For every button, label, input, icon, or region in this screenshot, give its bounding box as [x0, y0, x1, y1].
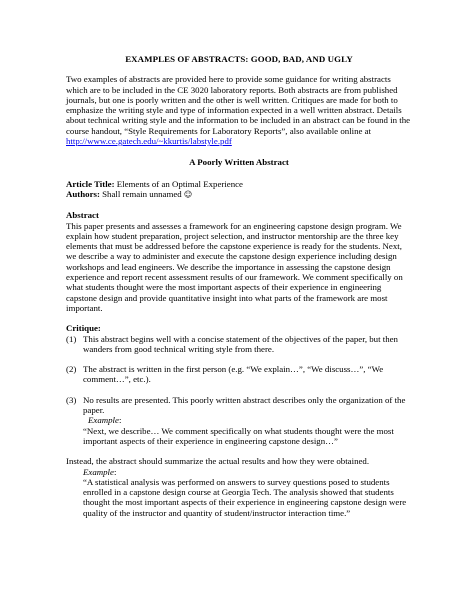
abstract-body: This paper presents and assesses a framework for an engineering capstone design program. We explain how student preparation, project selection, and instructor mentorship are the three key elements that must be addressed before the capstone experience is ready for the students. Next, we describe a way to administer and execute the capstone design experience including design workshops and lead engineers. We describe the importance in assessing the capstone design experience and report recent assessment results of our framework. We comment specifically on what students thought were the most important aspects of their experience in engineering capstone design and provide quantitative insight into what parts of the framework are most important. [66, 220, 403, 313]
critique-text: This abstract begins well with a concise statement of the objectives of the paper, but then wanders from good technical writing style from there. [83, 333, 398, 354]
critique-item [66, 395, 412, 446]
abstract-heading: Abstract [66, 210, 99, 221]
critique-item [66, 364, 412, 385]
critique-item [66, 334, 412, 355]
document-title: EXAMPLES OF ABSTRACTS: GOOD, BAD, AND UGLY [125, 54, 353, 64]
authors-value: Shall remain unnamed [99, 188, 184, 199]
intro-paragraph [66, 74, 412, 146]
labstyle-link[interactable]: http://www.ce.gatech.edu/~kkurtis/labstyle.pdf [66, 136, 232, 147]
instead-example-line: Example: [83, 466, 117, 477]
document-body [66, 54, 412, 518]
authors-line [66, 189, 412, 200]
example-label: Example [88, 415, 119, 426]
critique-heading: Critique: [66, 323, 101, 334]
critique-text: The abstract is written in the first person (e.g. “We explain…”, “We discuss…”, “We comment…”, etc.). [83, 364, 384, 385]
section-title: A Poorly Written Abstract [189, 157, 289, 168]
instead-paragraph: Instead, the abstract should summarize the actual results and how they were obtained. [66, 456, 370, 467]
critique-number: (3) [66, 394, 77, 405]
intro-text: Two examples of abstracts are provided here to provide some guidance for writing abstracts which are to be included in the CE 3020 laboratory reports. Both abstracts are from published journals, but one is poorly written and the other is well written. Critiques are made for both to emphasize the writing style and type of information expected in a well written abstract. Details about technical writing style and the information to be included in an abstract can be found in the course handout, “Style Requirements for Laboratory Reports”, also available online at [66, 74, 411, 136]
critique-number: (1) [66, 333, 77, 344]
article-title-line [66, 179, 412, 189]
example-text: “Next, we describe… We comment specifically on what students thought were the most important aspects of their experience in engineering capstone design…” [83, 425, 394, 446]
example-line: Example: [88, 415, 122, 426]
critique-text: No results are presented. This poorly written abstract describes only the organization of the paper. [83, 394, 406, 416]
instead-example-block [83, 467, 412, 518]
article-title-label: Article Title: [66, 178, 115, 189]
article-title-value: Elements of an Optimal Experience [114, 178, 243, 189]
smiley-icon: ☺ [183, 189, 193, 199]
instead-example-text: “A statistical analysis was performed on answers to survey questions posed to students enrolled in a capstone design course at Georgia Tech. The analysis showed that students thought the most important aspects of their experience in engineering capstone design were quality of the instructor and quantity of student/instructor interaction time.” [83, 476, 407, 518]
instead-example-label: Example [83, 466, 114, 477]
critique-text-block [83, 395, 412, 446]
critique-number: (2) [66, 364, 77, 375]
authors-label: Authors: [66, 188, 100, 199]
